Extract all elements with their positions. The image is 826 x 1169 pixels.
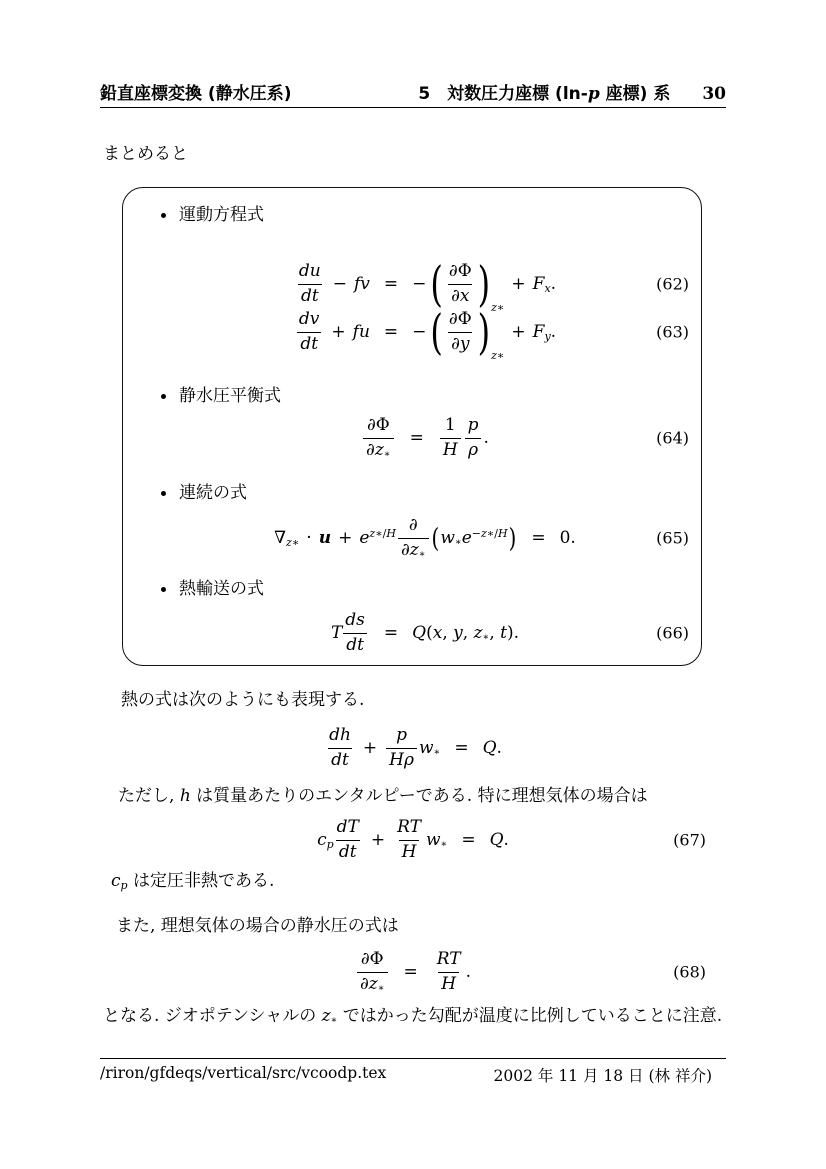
equation-66-body: T $\frac{ds}{dt}$ = Q(x, y, $z_∗$, t).: [330, 610, 520, 655]
equation-65-number: (65): [656, 528, 689, 548]
summary-box: [122, 187, 702, 666]
equation-enthalpy-body: dh dt + $\frac{p}{H\rho}$ $w_∗$ = Q.: [329, 725, 502, 770]
footer-source-path: /riron/gfdeqs/vertical/src/vcoodp.tex: [100, 1064, 387, 1082]
bullet-icon: [161, 587, 166, 592]
bullet-icon: [161, 491, 166, 496]
bullet-icon: [161, 213, 166, 218]
bullet-label: 熱輸送の式: [179, 579, 264, 600]
page-header: [100, 84, 726, 108]
bullet-label: 連続の式: [179, 483, 247, 504]
equation-enthalpy: [100, 726, 726, 770]
paragraph-geopotential-note: となる. ジオポテンシャルの $z_∗$ ではかった勾配が温度に比例していることに注意.: [103, 1006, 723, 1026]
intro-text: まとめると: [103, 144, 188, 164]
equation-62: [161, 255, 689, 315]
equation-62-body: du dt − fv = − ( ∂Φ ∂x ) z∗ + $F_x$.: [298, 255, 557, 315]
bullet-item-continuity: [161, 482, 689, 504]
equation-64-body: $\frac{\partial\Phi}{\partial z_∗}$ = $\frac{1}{H}$ p ρ .: [361, 416, 489, 460]
equation-68-body: $\frac{\partial\Phi}{\partial z_∗}$ = $\frac{RT}{H}$ .: [355, 950, 471, 994]
equation-66: [161, 611, 689, 655]
bullet-item-motion: [161, 204, 689, 226]
header-section-title: 5 対数圧力座標 (ln-p 座標) 系: [418, 84, 671, 104]
bullet-label: 静水圧平衡式: [179, 386, 281, 407]
bullet-label: 運動方程式: [179, 205, 264, 225]
footer-date: 2002 年 11 月 18 日 (林 祥介): [493, 1067, 712, 1085]
equation-66-number: (66): [656, 623, 689, 643]
paragraph-ideal-gas-intro: また, 理想気体の場合の静水圧の式は: [116, 916, 399, 936]
bullet-item-heat-transport: [161, 578, 689, 600]
equation-65-body: $\nabla_{z∗}$ · u + $e^{z∗/H}$ ∂ $\partial z_∗$ ( $w_∗e^{-z∗/H}$ ) = 0.: [274, 515, 576, 560]
page-number: 30: [702, 84, 726, 104]
equation-64: [161, 416, 689, 460]
equation-63: [161, 303, 689, 363]
paragraph-enthalpy-note: ただし, h は質量あたりのエンタルピーである. 特に理想気体の場合は: [118, 786, 648, 806]
equation-65: [161, 516, 689, 560]
paragraph-cp-note: $c_p$ は定圧非熱である.: [111, 871, 275, 892]
equation-67: [100, 818, 726, 862]
equation-62-number: (62): [656, 274, 689, 294]
header-running-title: 鉛直座標変換 (静水圧系): [100, 84, 292, 104]
header-right-group: [418, 84, 726, 104]
page-footer: [100, 1058, 726, 1086]
equation-68-number: (68): [673, 962, 706, 982]
bullet-icon: [161, 394, 166, 399]
equation-63-body: dv dt + fu = − ( ∂Φ ∂y ) z∗ + $F_y$.: [298, 303, 557, 363]
bullet-item-hydrostatic: [161, 385, 689, 407]
equation-63-number: (63): [656, 322, 689, 342]
equation-68: [100, 950, 726, 994]
equation-64-number: (64): [656, 428, 689, 448]
paragraph-heat-alt-intro: 熱の式は次のようにも表現する.: [121, 690, 365, 710]
equation-67-number: (67): [673, 830, 706, 850]
equation-67-body: $c_p$ dT dt + $\frac{RT}{H}$ $w_∗$ = Q.: [317, 817, 509, 862]
